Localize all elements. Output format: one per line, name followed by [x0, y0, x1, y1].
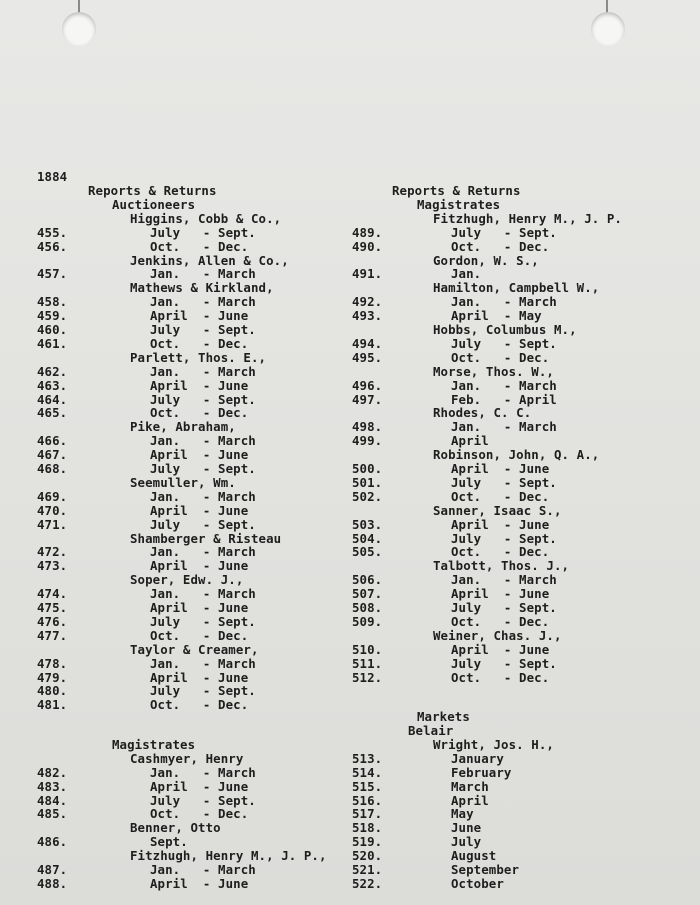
right-item-line [0, 766, 700, 780]
item-number: 466. [37, 433, 68, 449]
item-number: 465. [37, 405, 68, 421]
item-period: Jan. - March [150, 655, 256, 671]
item-number: 490. [352, 238, 383, 254]
item-number: 516. [352, 792, 383, 808]
right-entry-name-line [0, 254, 700, 268]
item-period: July - Sept. [451, 335, 557, 351]
item-period: Jan. - March [451, 419, 557, 435]
right-item-line [0, 794, 700, 808]
right-entry-name-line [0, 559, 700, 573]
right-entry-name-line [0, 281, 700, 295]
right-item-line [0, 295, 700, 309]
item-period: April - June [451, 586, 550, 602]
right-group-subtitle-line [0, 724, 700, 738]
item-period: August [451, 848, 497, 864]
right-item-line [0, 420, 700, 434]
right-item-line [0, 643, 700, 657]
right-item-line [0, 351, 700, 365]
item-period: July - Sept. [150, 792, 256, 808]
item-number: 499. [352, 433, 383, 449]
entry-name: Hamilton, Campbell W., [433, 280, 600, 296]
item-period: April - June [451, 461, 550, 476]
item-period: Oct. - Dec. [150, 806, 249, 822]
item-period: Oct. - Dec. [150, 238, 249, 254]
right-entry-name-line [0, 212, 700, 226]
item-number: 469. [37, 488, 68, 504]
item-number: 519. [352, 834, 383, 850]
right-item-line [0, 657, 700, 671]
item-number: 457. [37, 266, 68, 282]
right-item-line [0, 615, 700, 629]
item-number: 477. [37, 627, 68, 643]
item-number: 470. [37, 502, 68, 518]
entry-name: Shamberger & Risteau [130, 530, 282, 546]
item-period: April - June [451, 516, 550, 532]
right-item-line [0, 240, 700, 254]
item-number: 506. [352, 572, 383, 588]
item-period: September [451, 862, 520, 877]
right-item-line [0, 877, 700, 891]
item-period: Jan. - March [451, 377, 557, 393]
item-period: Oct. - Dec. [451, 613, 550, 629]
item-number: 458. [37, 294, 68, 310]
item-period: Oct. - Dec. [451, 544, 550, 560]
item-number: 463. [37, 377, 68, 393]
item-number: 487. [37, 862, 68, 877]
item-number: 475. [37, 600, 68, 615]
right-item-line [0, 780, 700, 794]
entry-name: Soper, Edw. J., [130, 572, 244, 588]
item-number: 509. [352, 613, 383, 629]
item-number: 518. [352, 820, 383, 836]
item-period: Oct. - Dec. [451, 349, 550, 365]
item-number: 495. [352, 349, 383, 365]
right-group-title-line [0, 198, 700, 212]
item-period: April - June [150, 377, 249, 393]
item-period: July - Sept. [150, 613, 256, 629]
item-number: 467. [37, 447, 68, 463]
item-number: 494. [352, 335, 383, 351]
item-number: 522. [352, 875, 383, 891]
item-number: 461. [37, 335, 68, 351]
entry-name: Benner, Otto [130, 820, 221, 836]
item-number: 517. [352, 806, 383, 822]
item-period: March [451, 778, 489, 794]
right-item-line [0, 587, 700, 601]
item-period: Jan. - March [150, 363, 256, 379]
item-number: 480. [37, 683, 68, 699]
item-number: 482. [37, 764, 68, 780]
item-period: July - Sept. [150, 683, 256, 699]
item-number: 491. [352, 266, 383, 282]
item-number: 486. [37, 834, 68, 850]
entry-name: Sanner, Isaac S., [433, 502, 562, 518]
item-period: Jan. [451, 266, 482, 282]
item-number: 521. [352, 862, 383, 877]
item-number: 492. [352, 294, 383, 310]
year-line [0, 170, 700, 184]
right-item-line [0, 863, 700, 877]
item-number: 512. [352, 669, 383, 685]
item-number: 511. [352, 655, 383, 671]
section-heading: Reports & Returns [88, 183, 217, 198]
item-number: 476. [37, 613, 68, 629]
entry-name: Hobbs, Columbus M., [433, 322, 577, 337]
item-period: April - June [150, 502, 249, 518]
item-number: 510. [352, 641, 383, 657]
item-period: July - Sept. [150, 391, 256, 407]
entry-name: Higgins, Cobb & Co., [130, 210, 282, 226]
right-item-line [0, 337, 700, 351]
item-number: 513. [352, 750, 383, 766]
right-item-line [0, 309, 700, 323]
entry-name: Rhodes, C. C. [433, 405, 532, 421]
item-period: Oct. - Dec. [150, 405, 249, 421]
item-number: 468. [37, 461, 68, 476]
entry-name: Seemuller, Wm. [130, 474, 236, 490]
item-number: 504. [352, 530, 383, 546]
item-period: Jan. - March [150, 294, 256, 310]
item-period: Oct. - Dec. [451, 488, 550, 504]
item-period: Jan. - March [150, 862, 256, 877]
entry-name: Wright, Jos. H., [433, 736, 554, 752]
entry-name: Mathews & Kirkland, [130, 280, 274, 296]
item-period: April - June [150, 308, 249, 324]
group-title: Magistrates [417, 196, 501, 212]
item-period: April [451, 433, 489, 449]
item-period: April - June [150, 778, 249, 794]
item-number: 498. [352, 419, 383, 435]
item-number: 503. [352, 516, 383, 532]
item-period: Jan. - March [150, 488, 256, 504]
entry-name: Morse, Thos. W., [433, 363, 554, 379]
right-item-line [0, 849, 700, 863]
item-number: 464. [37, 391, 68, 407]
item-number: 484. [37, 792, 68, 808]
item-period: Oct. - Dec. [150, 335, 249, 351]
item-period: April - June [150, 447, 249, 463]
item-number: 485. [37, 806, 68, 822]
right-group-title-line [0, 710, 700, 724]
item-period: Sept. [150, 834, 188, 850]
right-item-line [0, 821, 700, 835]
item-period: July - Sept. [451, 530, 557, 546]
item-number: 520. [352, 848, 383, 864]
item-period: Jan. - March [150, 544, 256, 560]
item-number: 489. [352, 224, 383, 240]
item-period: May [451, 806, 474, 822]
right-item-line [0, 671, 700, 685]
right-entry-name-line [0, 738, 700, 752]
year: 1884 [37, 169, 68, 184]
item-number: 456. [37, 238, 68, 254]
entry-name: Talbott, Thos. J., [433, 558, 570, 574]
item-period: April [451, 792, 489, 808]
right-item-line [0, 601, 700, 615]
right-item-line [0, 518, 700, 532]
item-period: Jan. - March [150, 266, 256, 282]
item-period: Feb. - April [451, 391, 557, 407]
right-entry-name-line [0, 406, 700, 420]
item-number: 483. [37, 778, 68, 794]
item-period: July - Sept. [451, 224, 557, 240]
item-number: 514. [352, 764, 383, 780]
item-number: 455. [37, 224, 68, 240]
item-period: July - Sept. [150, 461, 256, 476]
right-item-line [0, 226, 700, 240]
entry-name: Fitzhugh, Henry M., J. P. [433, 210, 622, 226]
item-number: 502. [352, 488, 383, 504]
item-period: Oct. - Dec. [150, 697, 249, 713]
item-period: Jan. - March [150, 433, 256, 449]
item-period: Jan. - March [451, 294, 557, 310]
right-item-line [0, 267, 700, 281]
group-title: Auctioneers [112, 196, 196, 212]
item-period: April - June [150, 600, 249, 615]
right-item-line [0, 835, 700, 849]
entry-name: Taylor & Creamer, [130, 641, 259, 657]
item-period: Oct. - Dec. [451, 238, 550, 254]
right-entry-name-line [0, 448, 700, 462]
item-period: April - June [150, 875, 249, 891]
right-entry-name-line [0, 323, 700, 337]
item-period: April - June [150, 669, 249, 685]
item-period: July - Sept. [150, 224, 256, 240]
item-number: 507. [352, 586, 383, 602]
right-item-line [0, 545, 700, 559]
right-entry-name-line [0, 504, 700, 518]
right-entry-name-line [0, 365, 700, 379]
item-number: 472. [37, 544, 68, 560]
item-number: 460. [37, 322, 68, 337]
item-number: 515. [352, 778, 383, 794]
item-number: 479. [37, 669, 68, 685]
item-period: July - Sept. [451, 655, 557, 671]
item-period: April - June [150, 558, 249, 574]
item-period: July - Sept. [150, 322, 256, 337]
right-item-line [0, 807, 700, 821]
right-item-line [0, 393, 700, 407]
item-period: July - Sept. [150, 516, 256, 532]
item-period: Oct. - Dec. [451, 669, 550, 685]
item-number: 508. [352, 600, 383, 615]
item-number: 473. [37, 558, 68, 574]
item-number: 462. [37, 363, 68, 379]
item-number: 459. [37, 308, 68, 324]
item-number: 505. [352, 544, 383, 560]
section-heading: Reports & Returns [392, 183, 521, 198]
item-period: Jan. - March [451, 572, 557, 588]
item-number: 471. [37, 516, 68, 532]
right-entry-name-line [0, 629, 700, 643]
right-item-line [0, 462, 700, 476]
right-item-line [0, 379, 700, 393]
item-period: Jan. - March [150, 764, 256, 780]
item-period: July - Sept. [451, 600, 557, 615]
item-number: 500. [352, 461, 383, 476]
item-period: July - Sept. [451, 474, 557, 490]
entry-name: Robinson, John, Q. A., [433, 447, 600, 463]
item-period: Oct. - Dec. [150, 627, 249, 643]
entry-name: Weiner, Chas. J., [433, 627, 562, 643]
right-item-line [0, 476, 700, 490]
item-number: 481. [37, 697, 68, 713]
item-period: October [451, 875, 504, 891]
right-item-line [0, 752, 700, 766]
item-number: 497. [352, 391, 383, 407]
item-period: Jan. - March [150, 586, 256, 602]
left-item-line [0, 684, 700, 698]
right-item-line [0, 490, 700, 504]
right-item-line [0, 434, 700, 448]
right-item-line [0, 532, 700, 546]
item-number: 501. [352, 474, 383, 490]
entry-name: Cashmyer, Henry [130, 750, 244, 766]
item-period: June [451, 820, 482, 836]
item-number: 488. [37, 875, 68, 891]
right-heading-line [0, 184, 700, 198]
item-number: 496. [352, 377, 383, 393]
item-number: 493. [352, 308, 383, 324]
entry-name: Jenkins, Allen & Co., [130, 252, 289, 268]
right-item-line [0, 573, 700, 587]
entry-name: Parlett, Thos. E., [130, 349, 267, 365]
item-period: July [451, 834, 482, 850]
item-period: April - May [451, 308, 542, 324]
entry-name: Pike, Abraham, [130, 419, 236, 435]
group-subtitle: Belair [408, 723, 454, 738]
group-title: Magistrates [112, 736, 196, 752]
item-period: January [451, 750, 504, 766]
item-period: February [451, 764, 512, 780]
group-title: Markets [417, 709, 470, 725]
item-number: 474. [37, 586, 68, 602]
item-period: April - June [451, 641, 550, 657]
entry-name: Fitzhugh, Henry M., J. P., [130, 848, 327, 864]
entry-name: Gordon, W. S., [433, 252, 539, 268]
item-number: 478. [37, 655, 68, 671]
